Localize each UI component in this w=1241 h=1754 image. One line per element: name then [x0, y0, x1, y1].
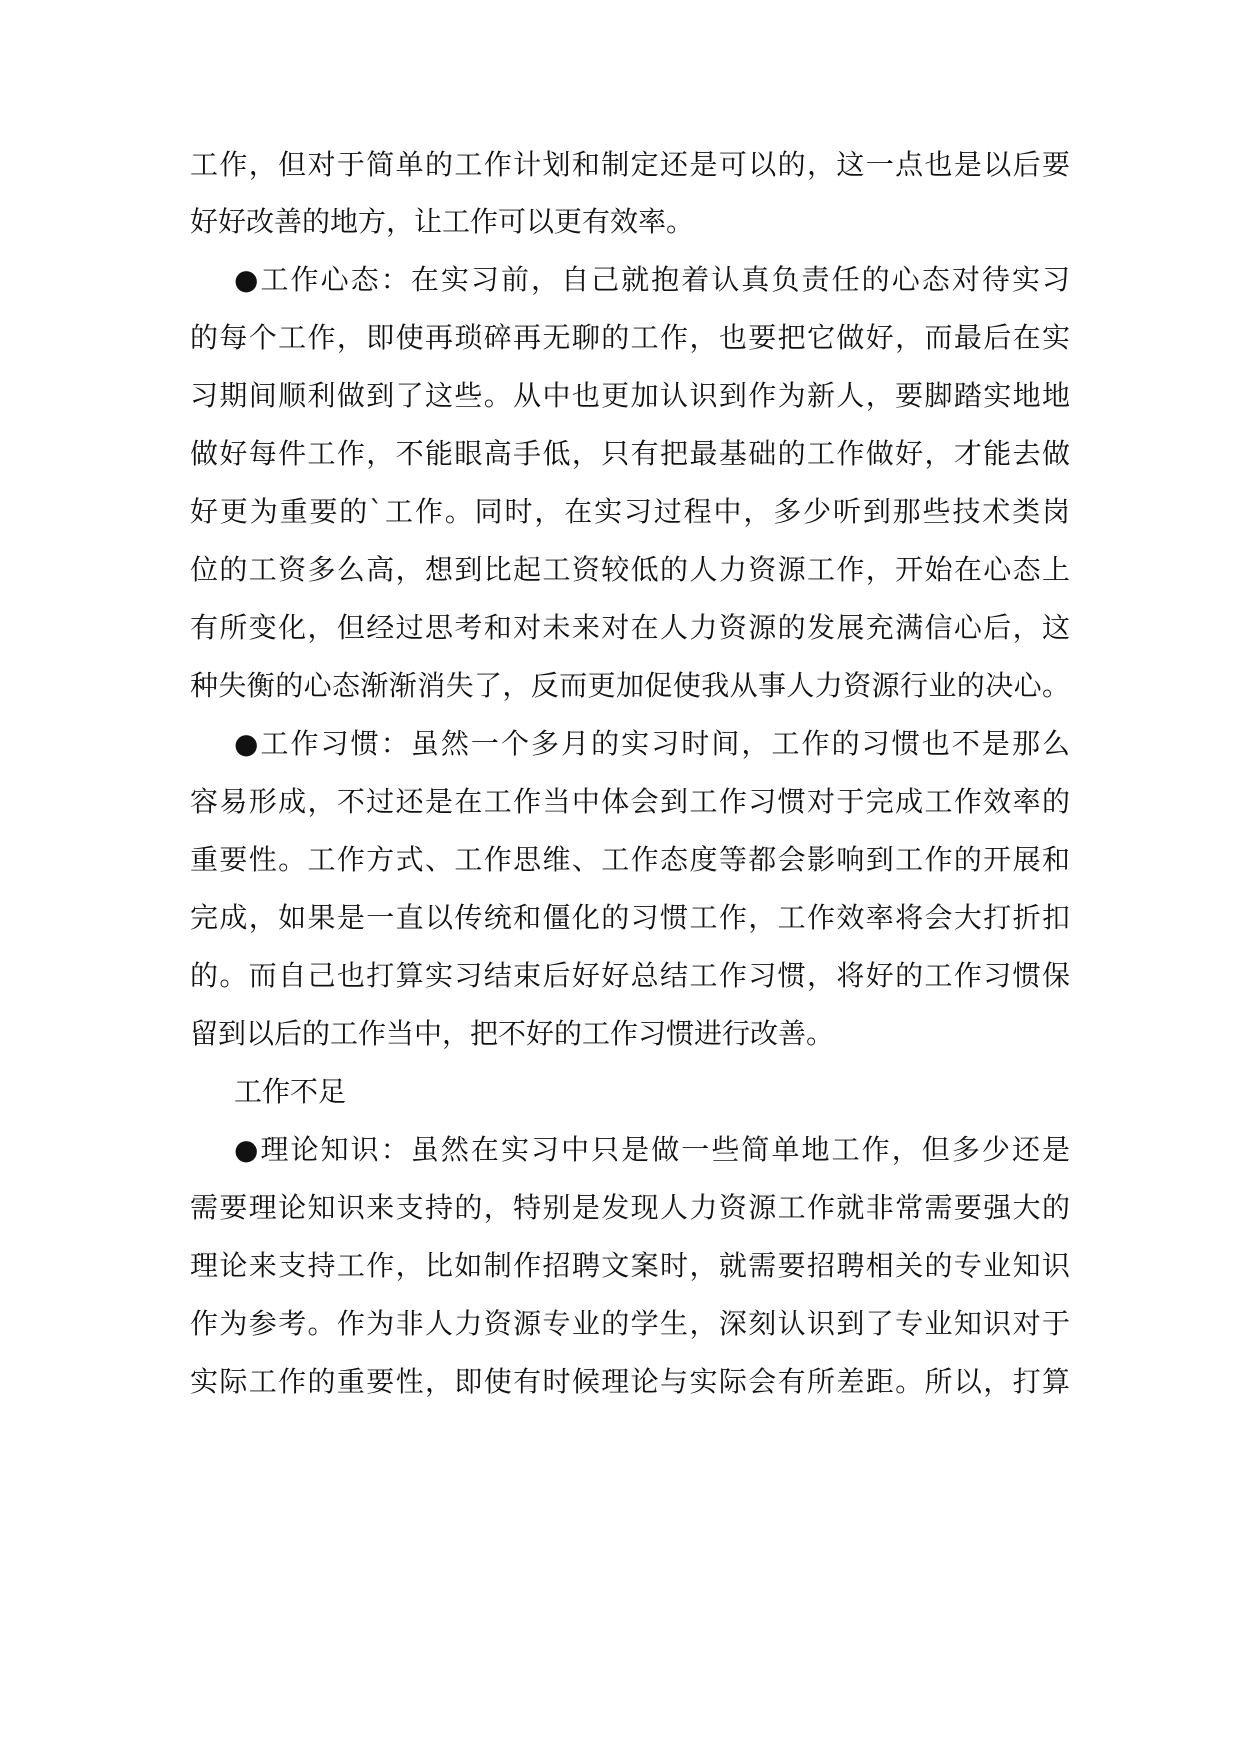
text-line: 需要理论知识来支持的，特别是发现人力资源工作就非常需要强大的	[190, 1191, 1070, 1224]
text-line: 有所变化，但经过思考和对未来对在人力资源的发展充满信心后，这	[190, 611, 1070, 644]
text-line: 好好改善的地方，让工作可以更有效率。	[190, 205, 695, 238]
section-heading: 工作不足	[234, 1075, 347, 1108]
text-line: 完成，如果是一直以传统和僵化的习惯工作，工作效率将会大打折扣	[190, 901, 1070, 934]
text-line: 工作，但对于简单的工作计划和制定还是可以的，这一点也是以后要	[190, 148, 1070, 181]
text-line: 位的工资多么高，想到比起工资较低的人力资源工作，开始在心态上	[190, 553, 1070, 586]
text-line: 实际工作的重要性，即使有时候理论与实际会有所差距。所以，打算	[190, 1365, 1070, 1398]
text-line: 的。而自己也打算实习结束后好好总结工作习惯，将好的工作习惯保	[190, 959, 1070, 992]
text-line: 重要性。工作方式、工作思维、工作态度等都会影响到工作的开展和	[190, 843, 1070, 876]
text-line: 作为参考。作为非人力资源专业的学生，深刻认识到了专业知识对于	[190, 1307, 1070, 1340]
text-line: 种失衡的心态渐渐消失了，反而更加促使我从事人力资源行业的决心。	[190, 669, 1070, 702]
text-line: 做好每件工作，不能眼高手低，只有把最基础的工作做好，才能去做	[190, 437, 1070, 470]
text-line: 的每个工作，即使再琐碎再无聊的工作，也要把它做好，而最后在实	[190, 321, 1070, 354]
text-line: 容易形成，不过还是在工作当中体会到工作习惯对于完成工作效率的	[190, 785, 1070, 818]
text-line: 习期间顺利做到了这些。从中也更加认识到作为新人，要脚踏实地地	[190, 379, 1070, 412]
bullet-line: ●理论知识：虽然在实习中只是做一些简单地工作，但多少还是	[234, 1133, 1070, 1166]
text-line: 好更为重要的`工作。同时，在实习过程中，多少听到那些技术类岗	[190, 495, 1070, 528]
bullet-line: ●工作习惯：虽然一个多月的实习时间，工作的习惯也不是那么	[234, 727, 1070, 760]
text-line: 留到以后的工作当中，把不好的工作习惯进行改善。	[190, 1017, 835, 1050]
bullet-line: ●工作心态：在实习前，自己就抱着认真负责任的心态对待实习	[234, 263, 1070, 296]
text-line: 理论来支持工作，比如制作招聘文案时，就需要招聘相关的专业知识	[190, 1249, 1070, 1282]
